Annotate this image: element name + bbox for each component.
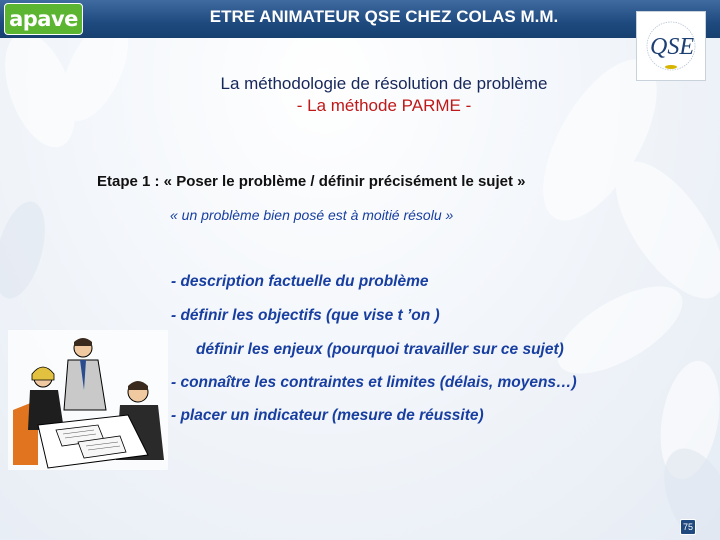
header-title: ETRE ANIMATEUR QSE CHEZ COLAS M.M. [209, 7, 559, 26]
bullet-description: - description factuelle du problème [171, 273, 429, 290]
bullet-indicateur: - placer un indicateur (mesure de réussite) [171, 407, 484, 424]
apave-logo [4, 3, 83, 35]
step-title: Etape 1 : « Poser le problème / définir précisément le sujet » [97, 173, 526, 190]
bullet-contraintes: - connaître les contraintes et limites (délais, moyens…) [171, 374, 577, 391]
header-bar [0, 0, 720, 38]
qse-logo-text: QSE [650, 34, 694, 60]
qse-logo-graphic [637, 12, 705, 80]
quote: « un problème bien posé est à moitié résolu » [170, 207, 454, 223]
apave-logo-text: apave [9, 7, 78, 31]
bullet-objectifs: - définir les objectifs (que vise t ’on ) [171, 307, 440, 324]
page-number: 75 [680, 519, 696, 535]
subtitle-line-1: La méthodologie de résolution de problème [220, 74, 548, 93]
qse-logo [636, 11, 706, 81]
subtitle-line-2: - La méthode PARME - [296, 96, 472, 115]
meeting-people-clipart [8, 330, 168, 470]
bullet-enjeux: définir les enjeux (pourquoi travailler sur ce sujet) [196, 341, 564, 358]
